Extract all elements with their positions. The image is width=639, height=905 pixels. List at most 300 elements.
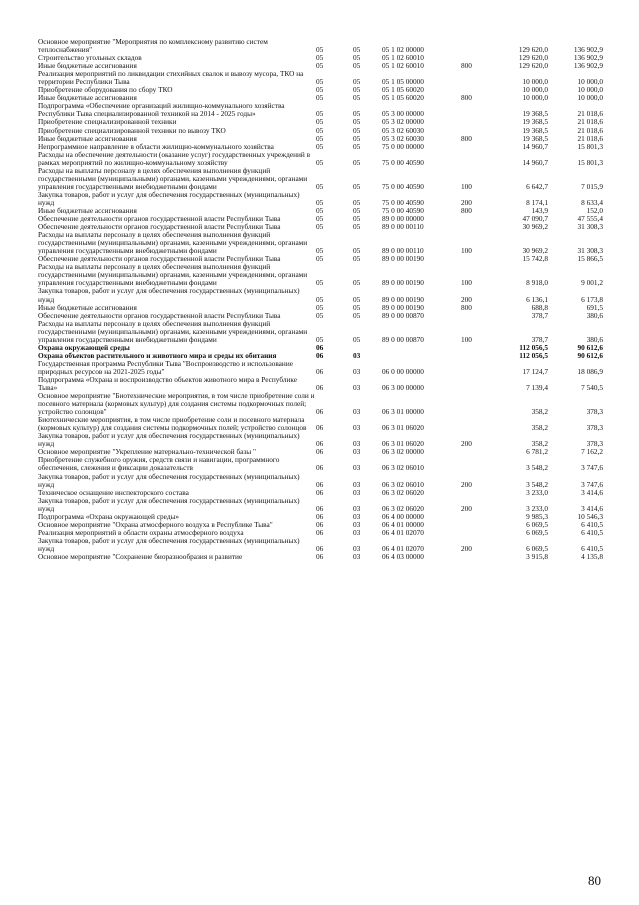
row-razdel-cell: 06 (316, 383, 324, 393)
row-razdel-cell: 06 (316, 553, 324, 561)
row-sum1-cell: 9 985,3 (526, 512, 548, 521)
row-name-cell: Закупка товаров, работ и услуг для обеспечения государственных (муниципальных) нужд (38, 496, 300, 513)
row-razdel-cell: 06 (316, 520, 324, 529)
table-row (38, 263, 603, 287)
row-sum2-cell: 380,6 (586, 334, 603, 344)
row-spacer (370, 223, 382, 231)
row-podrazdel-cell: 03 (353, 479, 361, 489)
row-spacer (370, 304, 382, 312)
row-spacer (333, 352, 353, 360)
row-spacer (370, 143, 382, 151)
row-podrazdel-cell: 03 (353, 423, 361, 433)
row-vid-cell (461, 392, 491, 416)
row-podrazdel-cell: 03 (353, 351, 361, 360)
row-podrazdel-cell: 05 (353, 157, 361, 167)
row-sum1-cell: 112 056,5 (519, 343, 548, 352)
row-name-cell: Закупка товаров, работ и услуг для обеспечения государственных (муниципальных) нужд (38, 190, 300, 207)
row-podrazdel-cell: 05 (353, 54, 361, 63)
row-spacer (333, 473, 353, 489)
row-podrazdel-cell: 05 (353, 181, 361, 191)
row-razdel-cell: 06 (316, 407, 324, 417)
row-code-cell: 06 4 00 00000 (382, 512, 424, 521)
row-sum1-cell: 10 000,0 (522, 94, 548, 103)
row-sum2-cell: 152,0 (586, 206, 603, 215)
table-row (38, 167, 603, 191)
row-sum2-cell: 6 410,5 (581, 520, 603, 529)
document-page (38, 38, 603, 561)
row-code-cell: 06 3 02 06020 (382, 488, 424, 497)
row-sum2-cell: 691,5 (586, 303, 603, 312)
row-podrazdel-cell: 05 (353, 294, 361, 304)
row-spacer (370, 207, 382, 215)
row-sum2-cell: 6 410,5 (581, 543, 603, 553)
row-sum2-cell: 9 001,2 (581, 278, 603, 288)
row-name-cell: Иные бюджетные ассигнования (38, 134, 137, 143)
row-sum2-cell: 7 540,5 (581, 383, 603, 393)
row-spacer (370, 344, 382, 352)
table-row (38, 553, 603, 561)
row-sum2-cell: 3 747,6 (581, 463, 603, 473)
row-sum1-cell: 378,7 (531, 311, 548, 320)
row-code-cell: 06 3 00 00000 (382, 383, 424, 393)
row-vid-cell (461, 102, 491, 118)
row-podrazdel-cell: 05 (353, 246, 361, 256)
row-podrazdel-cell: 05 (353, 255, 361, 264)
row-name-cell: Охрана объектов растительного и животного мира и среды их обитания (38, 351, 277, 360)
row-spacer (370, 135, 382, 143)
row-sum1-cell: 8 918,0 (526, 278, 548, 288)
row-code-cell: 89 0 00 00870 (382, 334, 424, 344)
row-name-cell: Расходы на выплаты персоналу в целях обеспечения выполнения функций государственными (муниципальными) органами, казенными учреждениями, органами управления государственными внебюджетными фондами (38, 231, 308, 256)
row-sum1-cell: 688,8 (531, 303, 548, 312)
row-spacer (333, 191, 353, 207)
row-razdel-cell: 05 (316, 54, 324, 63)
row-code-cell: 06 3 01 06020 (382, 439, 424, 449)
row-spacer (333, 489, 353, 497)
row-code-cell: 05 3 02 60030 (382, 126, 424, 135)
row-spacer (370, 456, 382, 472)
row-spacer (370, 191, 382, 207)
row-code-cell: 89 0 00 00110 (382, 246, 424, 256)
row-name-cell: Приобретение оборудования по сбору ТКО (38, 86, 173, 95)
row-spacer (370, 513, 382, 521)
row-vid-cell (461, 553, 491, 561)
budget-table-body (38, 38, 603, 561)
row-spacer (333, 207, 353, 215)
row-sum2-cell: 10 000,0 (577, 77, 603, 87)
row-spacer (370, 432, 382, 448)
row-sum2-cell: 21 018,6 (577, 126, 603, 135)
row-podrazdel-cell: 03 (353, 553, 361, 561)
row-sum2-cell: 18 086,9 (577, 366, 603, 376)
row-code-cell: 89 0 00 00190 (382, 255, 424, 264)
row-spacer (333, 231, 353, 255)
row-vid-cell (461, 513, 491, 521)
table-row (38, 54, 603, 62)
table-row (38, 191, 603, 207)
row-sum1-cell: 19 368,5 (522, 118, 548, 127)
row-sum1-cell: 14 960,7 (522, 157, 548, 167)
row-spacer (333, 320, 353, 344)
row-code-cell: 06 4 01 02070 (382, 528, 424, 537)
row-razdel-cell: 06 (316, 423, 324, 433)
row-name-cell: Приобретение специализированной техники (38, 118, 177, 127)
row-razdel-cell: 06 (316, 439, 324, 449)
row-spacer (333, 102, 353, 118)
row-code-cell: 89 0 00 00190 (382, 303, 424, 312)
table-row (38, 352, 603, 360)
row-code-cell: 06 0 00 00000 (382, 366, 424, 376)
row-razdel-cell: 06 (316, 351, 324, 360)
row-spacer (370, 263, 382, 287)
row-spacer (370, 86, 382, 94)
table-row (38, 304, 603, 312)
row-code-cell: 05 1 02 60010 (382, 62, 424, 71)
row-spacer (370, 489, 382, 497)
row-name-cell: Приобретение служебного оружия, средств связи и навигации, программного обеспечения, слежения и фиксации доказательств (38, 456, 280, 473)
row-razdel-cell: 05 (316, 142, 324, 151)
row-code-cell: 05 3 00 00000 (382, 109, 424, 119)
row-razdel-cell: 06 (316, 343, 324, 352)
row-podrazdel-cell: 03 (353, 383, 361, 393)
row-sum2-cell: 3 414,6 (581, 503, 603, 513)
row-sum1-cell: 6 781,2 (526, 448, 548, 457)
row-razdel-cell: 05 (316, 77, 324, 87)
row-code-cell: 75 0 00 40590 (382, 181, 424, 191)
row-podrazdel-cell: 05 (353, 215, 361, 224)
row-sum2-cell: 90 612,6 (577, 351, 603, 360)
row-sum1-cell: 6 069,5 (526, 520, 548, 529)
row-podrazdel-cell: 03 (353, 528, 361, 537)
row-spacer (333, 263, 353, 287)
row-name-cell: Закупка товаров, работ и услуг для обеспечения государственных (муниципальных) нужд (38, 432, 300, 449)
row-podrazdel-cell: 05 (353, 86, 361, 95)
row-razdel-cell: 05 (316, 181, 324, 191)
row-podrazdel-cell: 05 (353, 223, 361, 232)
row-sum1-cell: 6 642,7 (526, 181, 548, 191)
row-spacer (333, 223, 353, 231)
row-spacer (333, 456, 353, 472)
row-razdel-cell: 06 (316, 366, 324, 376)
row-podrazdel-cell: 05 (353, 278, 361, 288)
row-spacer (333, 513, 353, 521)
row-vid-cell (461, 127, 491, 135)
row-spacer (370, 215, 382, 223)
row-podrazdel-cell: 05 (353, 77, 361, 87)
row-name-cell: Строительство угольных складов (38, 54, 142, 63)
row-sum1-cell: 3 548,2 (526, 479, 548, 489)
row-sum1-cell: 358,2 (531, 407, 548, 417)
row-name-cell: Иные бюджетные ассигнования (38, 94, 137, 103)
row-razdel-cell: 06 (316, 479, 324, 489)
row-sum1-cell: 10 000,0 (522, 77, 548, 87)
row-spacer (370, 529, 382, 537)
row-podrazdel-cell: 05 (353, 206, 361, 215)
table-row (38, 448, 603, 456)
row-code-cell: 06 4 03 00000 (382, 553, 424, 561)
row-razdel-cell: 05 (316, 215, 324, 224)
row-sum2-cell: 15 866,5 (577, 255, 603, 264)
row-code-cell (382, 352, 461, 360)
table-row (38, 215, 603, 223)
row-podrazdel-cell: 05 (353, 126, 361, 135)
row-sum2-cell: 136 902,9 (573, 54, 603, 63)
row-vid-cell (461, 38, 491, 54)
row-spacer (333, 62, 353, 70)
row-spacer (370, 497, 382, 513)
table-row (38, 62, 603, 70)
row-spacer (333, 215, 353, 223)
row-sum2-cell: 136 902,9 (573, 45, 603, 55)
row-vid-cell (461, 215, 491, 223)
row-razdel-cell: 06 (316, 512, 324, 521)
row-name-cell: Иные бюджетные ассигнования (38, 303, 137, 312)
table-row (38, 255, 603, 263)
table-row (38, 344, 603, 352)
row-sum1-cell: 6 136,1 (526, 294, 548, 304)
row-sum1-cell: 358,2 (531, 439, 548, 449)
row-sum2-cell: 3 747,6 (581, 479, 603, 489)
row-spacer (370, 54, 382, 62)
row-spacer (333, 529, 353, 537)
table-row (38, 497, 603, 513)
row-razdel-cell: 05 (316, 118, 324, 127)
row-spacer (333, 287, 353, 303)
row-sum1-cell: 112 056,5 (519, 351, 548, 360)
row-name-cell: Основное мероприятие "Охрана атмосферного воздуха в Республике Тыва" (38, 520, 273, 529)
row-podrazdel-cell: 03 (353, 439, 361, 449)
row-vid-cell: 200 (461, 197, 472, 207)
row-code-cell: 89 0 00 00110 (382, 223, 424, 232)
row-sum2-cell: 136 902,9 (573, 62, 603, 71)
row-name-cell: Основное мероприятие "Биотехнические мероприятия, в том числе приобретение соли и посевного материала (кормовых культур) для создания системы подкормочных полей; устройство солонцов" (38, 392, 315, 417)
table-row (38, 432, 603, 448)
row-code-cell: 06 3 02 06010 (382, 479, 424, 489)
row-spacer (370, 127, 382, 135)
row-podrazdel-cell: 05 (353, 118, 361, 127)
row-sum2-cell: 10 000,0 (577, 94, 603, 103)
row-code-cell: 05 1 05 60020 (382, 94, 424, 103)
row-name-cell: Расходы на выплаты персоналу в целях обеспечения выполнения функций государственными (муниципальными) органами, казенными учреждениями, органами управления государственными внебюджетными фондами (38, 263, 308, 288)
row-razdel-cell: 05 (316, 294, 324, 304)
row-spacer (370, 38, 382, 54)
row-sum1-cell: 7 139,4 (526, 383, 548, 393)
row-podrazdel-cell: 05 (353, 94, 361, 103)
row-spacer (370, 553, 382, 561)
table-row (38, 392, 603, 416)
row-vid-cell (461, 448, 491, 456)
row-sum1-cell: 129 620,0 (518, 62, 548, 71)
row-razdel-cell: 05 (316, 157, 324, 167)
row-name-cell: Закупка товаров, работ и услуг для обеспечения государственных (муниципальных) нужд (38, 472, 300, 489)
row-code-cell: 05 1 05 00000 (382, 77, 424, 87)
row-vid-cell: 200 (461, 294, 472, 304)
row-razdel-cell: 05 (316, 255, 324, 264)
row-podrazdel-cell: 03 (353, 407, 361, 417)
row-spacer (333, 432, 353, 448)
table-row (38, 320, 603, 344)
row-code-cell: 06 4 01 00000 (382, 520, 424, 529)
row-sum2-cell: 15 801,3 (577, 142, 603, 151)
row-spacer (370, 473, 382, 489)
row-spacer (370, 521, 382, 529)
row-vid-cell: 200 (461, 479, 472, 489)
table-row (38, 416, 603, 432)
table-row (38, 473, 603, 489)
table-row (38, 86, 603, 94)
row-sum1-cell: 17 124,7 (522, 366, 548, 376)
row-code-cell: 05 1 02 60010 (382, 54, 424, 63)
row-vid-cell (461, 70, 491, 86)
row-sum1-cell: 129 620,0 (518, 45, 548, 55)
row-podrazdel-cell: 05 (353, 311, 361, 320)
row-vid-cell (461, 376, 491, 392)
row-sum1-cell: 8 174,1 (526, 197, 548, 207)
row-vid-cell: 100 (461, 278, 472, 288)
row-spacer (370, 448, 382, 456)
row-spacer (333, 54, 353, 62)
row-podrazdel-cell: 03 (353, 520, 361, 529)
row-name-cell: Биотехнические мероприятия, в том числе приобретение соли и посевного материала (кормовых культур) для создания системы подкормочных полей; устройство солонцов (38, 416, 307, 433)
row-vid-cell (461, 521, 491, 529)
row-vid-cell: 800 (461, 94, 472, 103)
row-name-cell: Иные бюджетные ассигнования (38, 62, 137, 71)
row-spacer (370, 360, 382, 376)
row-name-cell: Обеспечение деятельности органов государственной власти Республики Тыва (38, 255, 281, 264)
row-vid-cell (461, 223, 491, 231)
row-sum2-cell: 7 162,2 (581, 448, 603, 457)
row-spacer (333, 38, 353, 54)
row-vid-cell (461, 312, 491, 320)
row-razdel-cell: 06 (316, 488, 324, 497)
row-razdel-cell: 05 (316, 197, 324, 207)
table-row (38, 94, 603, 102)
row-vid-cell: 200 (461, 439, 472, 449)
row-name-cell: Подпрограмма «Охрана окружающей среды» (38, 512, 180, 521)
row-vid-cell: 800 (461, 206, 472, 215)
row-code-cell: 05 1 02 00000 (382, 45, 424, 55)
row-spacer (370, 255, 382, 263)
row-code-cell: 05 3 02 60030 (382, 134, 424, 143)
row-spacer (333, 521, 353, 529)
row-vid-cell (461, 360, 491, 376)
row-sum2-cell: 21 018,6 (577, 134, 603, 143)
row-spacer (370, 151, 382, 167)
row-podrazdel-cell: 05 (353, 62, 361, 71)
row-spacer (333, 497, 353, 513)
row-sum1-cell: 6 069,5 (526, 528, 548, 537)
row-code-cell: 06 3 02 00000 (382, 448, 424, 457)
row-name-cell: Подпрограмма «Охрана и воспроизводство объектов животного мира в Республике Тыва» (38, 375, 298, 393)
row-spacer (370, 392, 382, 416)
table-row (38, 287, 603, 303)
row-name-cell: Реализация мероприятий в области охраны атмосферного воздуха (38, 528, 244, 537)
table-row (38, 207, 603, 215)
row-spacer (370, 376, 382, 392)
row-vid-cell (461, 352, 491, 360)
row-name-cell: Обеспечение деятельности органов государственной власти Республики Тыва (38, 215, 281, 224)
row-razdel-cell: 05 (316, 134, 324, 143)
row-code-cell: 89 0 00 00190 (382, 294, 424, 304)
row-code-cell: 75 0 00 40590 (382, 197, 424, 207)
row-vid-cell: 100 (461, 334, 472, 344)
row-spacer (333, 118, 353, 126)
row-vid-cell (461, 416, 491, 432)
row-spacer (370, 287, 382, 303)
row-code-cell: 06 4 01 02070 (382, 543, 424, 553)
table-row (38, 521, 603, 529)
row-sum1-cell: 378,7 (531, 334, 548, 344)
row-razdel-cell: 05 (316, 45, 324, 55)
row-name-cell: Расходы на выплаты персоналу в целях обеспечения выполнения функций государственными (муниципальными) органами, казенными учреждениями, органами управления государственными внебюджетными фондами (38, 166, 308, 191)
row-spacer (370, 102, 382, 118)
row-podrazdel-cell: 05 (353, 109, 361, 119)
table-row (38, 151, 603, 167)
row-vid-cell (461, 456, 491, 472)
row-code-cell: 75 0 00 40590 (382, 157, 424, 167)
row-sum1-cell: 15 742,8 (522, 255, 548, 264)
table-row (38, 231, 603, 255)
row-podrazdel-cell: 03 (353, 512, 361, 521)
table-row (38, 223, 603, 231)
row-vid-cell (461, 529, 491, 537)
row-razdel-cell: 06 (316, 503, 324, 513)
row-podrazdel-cell: 03 (353, 463, 361, 473)
row-spacer (333, 127, 353, 135)
row-podrazdel-cell (353, 344, 370, 352)
row-spacer (370, 537, 382, 553)
table-row (38, 376, 603, 392)
row-name-cell: Закупка товаров, работ и услуг для обеспечения государственных (муниципальных) нужд (38, 536, 300, 553)
row-razdel-cell: 06 (316, 448, 324, 457)
row-vid-cell (461, 86, 491, 94)
row-sum2-cell: 6 410,5 (581, 528, 603, 537)
row-spacer (370, 118, 382, 126)
row-spacer (333, 416, 353, 432)
table-row (38, 143, 603, 151)
row-spacer (333, 143, 353, 151)
row-spacer (333, 360, 353, 376)
row-code-cell: 05 1 05 60020 (382, 86, 424, 95)
row-sum2-cell: 15 801,3 (577, 157, 603, 167)
row-podrazdel-cell: 05 (353, 334, 361, 344)
row-code-cell: 75 0 00 40590 (382, 206, 424, 215)
table-row (38, 489, 603, 497)
row-code-cell: 06 3 02 06020 (382, 503, 424, 513)
row-sum2-cell: 6 173,8 (581, 294, 603, 304)
row-vid-cell: 100 (461, 246, 472, 256)
row-sum1-cell: 358,2 (531, 423, 548, 433)
row-vid-cell (461, 489, 491, 497)
row-name-cell: Расходы на обеспечение деятельности (оказание услуг) государственных учреждений в рамках мероприятий по жилищно-коммунальному хозяйству (38, 150, 311, 167)
row-spacer (370, 320, 382, 344)
row-spacer (333, 255, 353, 263)
row-spacer (370, 167, 382, 191)
page-number: 80 (588, 873, 601, 888)
row-name-cell: Расходы на выплаты персоналу в целях обеспечения выполнения функций государственными (муниципальными) органами, казенными учреждениями, органами управления государственными внебюджетными фондами (38, 319, 308, 344)
row-spacer (333, 448, 353, 456)
row-podrazdel-cell: 03 (353, 503, 361, 513)
row-spacer (333, 344, 353, 352)
row-vid-cell: 100 (461, 181, 472, 191)
row-razdel-cell: 05 (316, 109, 324, 119)
row-podrazdel-cell: 03 (353, 488, 361, 497)
row-podrazdel-cell: 05 (353, 197, 361, 207)
row-spacer (333, 86, 353, 94)
row-vid-cell (461, 118, 491, 126)
row-sum2-cell: 31 308,3 (577, 223, 603, 232)
row-sum1-cell: 129 620,0 (518, 54, 548, 63)
